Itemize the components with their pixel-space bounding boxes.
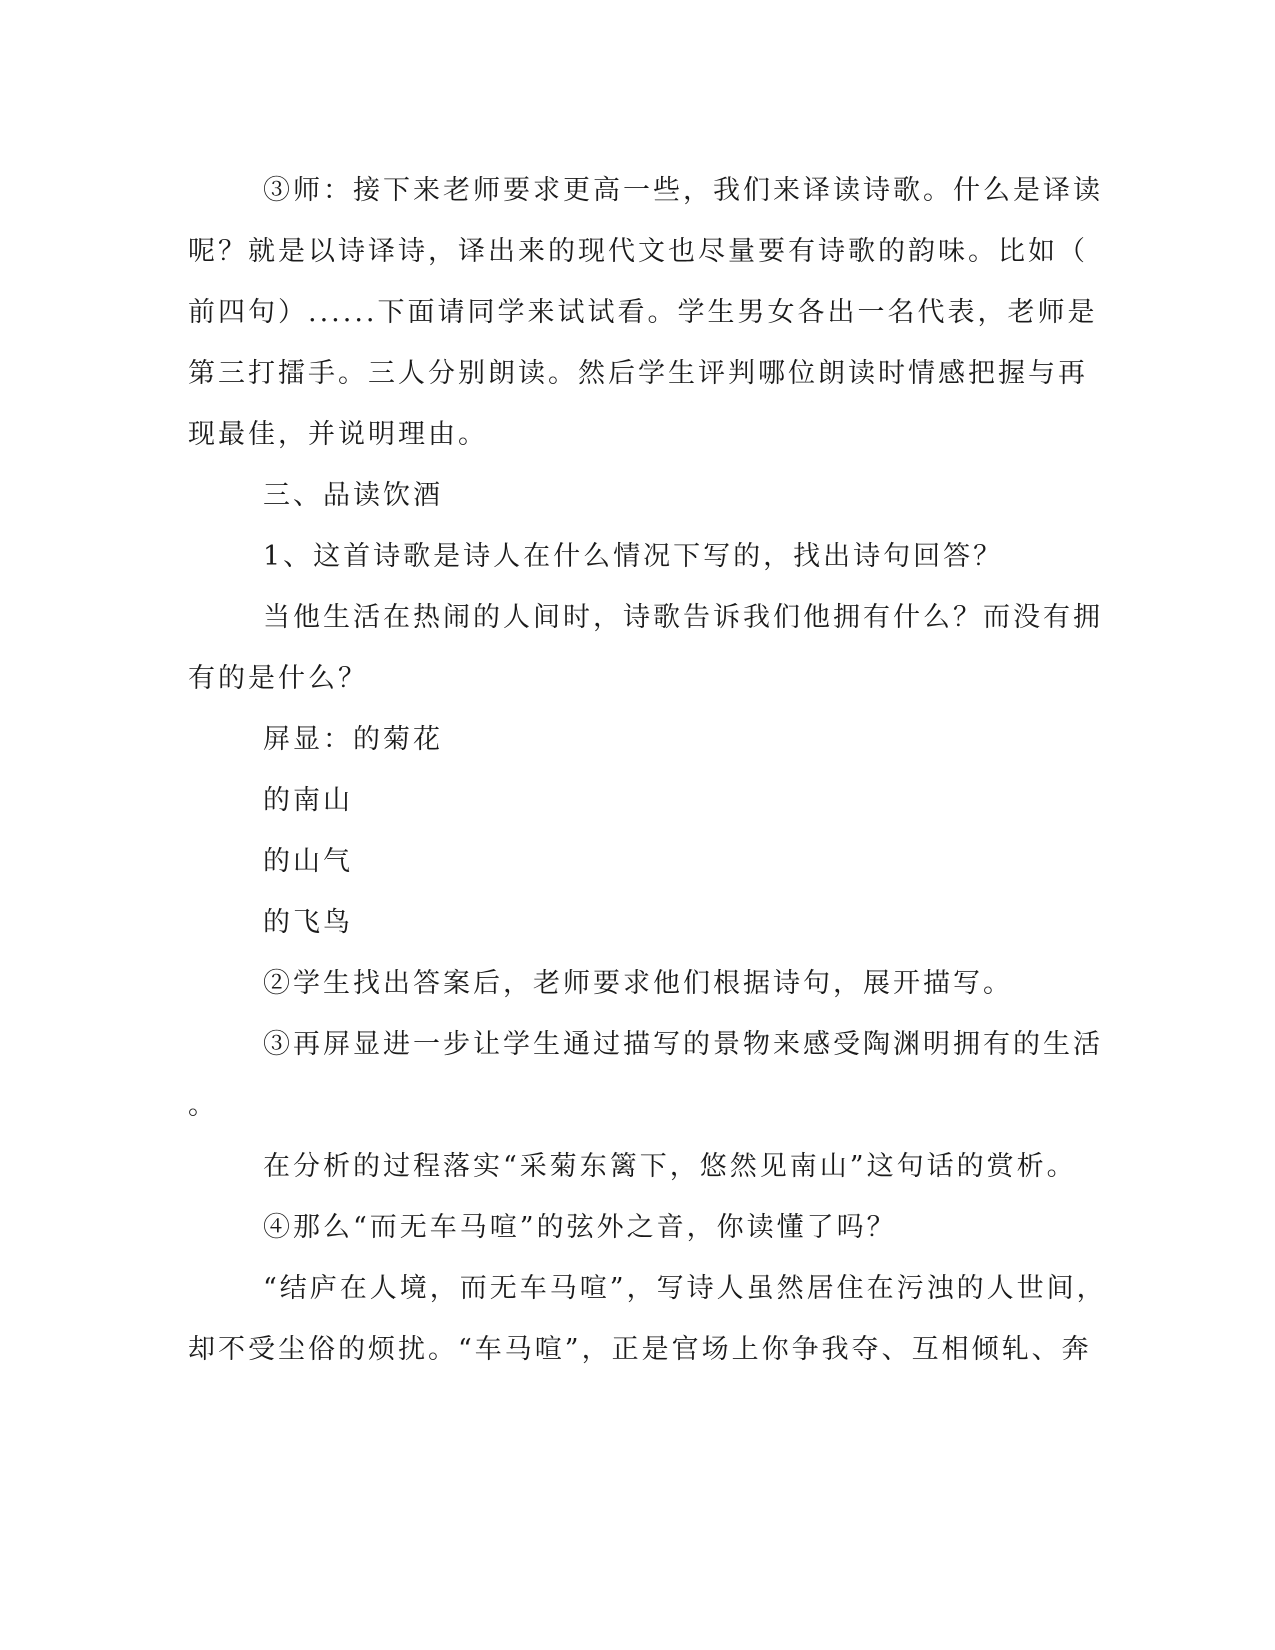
paragraph-line: 在分析的过程落实“采菊东篱下，悠然见南山”这句话的赏析。 <box>263 1151 1077 1182</box>
paragraph-line: 当他生活在热闹的人间时，诗歌告诉我们他拥有什么？而没有拥 <box>263 602 1103 633</box>
paragraph-line: ④那么“而无车马喧”的弦外之音，你读懂了吗？ <box>263 1212 897 1243</box>
paragraph-line: ②学生找出答案后，老师要求他们根据诗句，展开描写。 <box>263 968 1013 999</box>
paragraph-line: 呢？就是以诗译诗，译出来的现代文也尽量要有诗歌的韵味。比如（ <box>188 236 1088 267</box>
paragraph-line: 的南山 <box>263 785 353 816</box>
document-body <box>188 160 1107 1380</box>
paragraph-line: 的飞鸟 <box>263 907 353 938</box>
paragraph-line: 。 <box>188 1090 218 1121</box>
paragraph-line: 屏显：的菊花 <box>263 724 443 755</box>
paragraph-line: 前四句）......下面请同学来试试看。学生男女各出一名代表，老师是 <box>188 297 1098 328</box>
paragraph-line: 却不受尘俗的烦扰。“车马喧”，正是官场上你争我夺、互相倾轧、奔 <box>188 1334 1092 1365</box>
paragraph-line: 现最佳，并说明理由。 <box>188 419 488 450</box>
paragraph-line: 1、这首诗歌是诗人在什么情况下写的，找出诗句回答？ <box>263 541 1004 572</box>
section-heading: 三、品读饮酒 <box>263 480 443 511</box>
paragraph-line: ③再屏显进一步让学生通过描写的景物来感受陶渊明拥有的生活 <box>263 1029 1103 1060</box>
paragraph-line: 的山气 <box>263 846 353 877</box>
paragraph-line: 第三打擂手。三人分别朗读。然后学生评判哪位朗读时情感把握与再 <box>188 358 1088 389</box>
paragraph-line: ③师：接下来老师要求更高一些，我们来译读诗歌。什么是译读 <box>263 175 1103 206</box>
paragraph-line: 有的是什么？ <box>188 663 368 694</box>
paragraph-line: “结庐在人境，而无车马喧”，写诗人虽然居住在污浊的人世间， <box>263 1273 1107 1304</box>
